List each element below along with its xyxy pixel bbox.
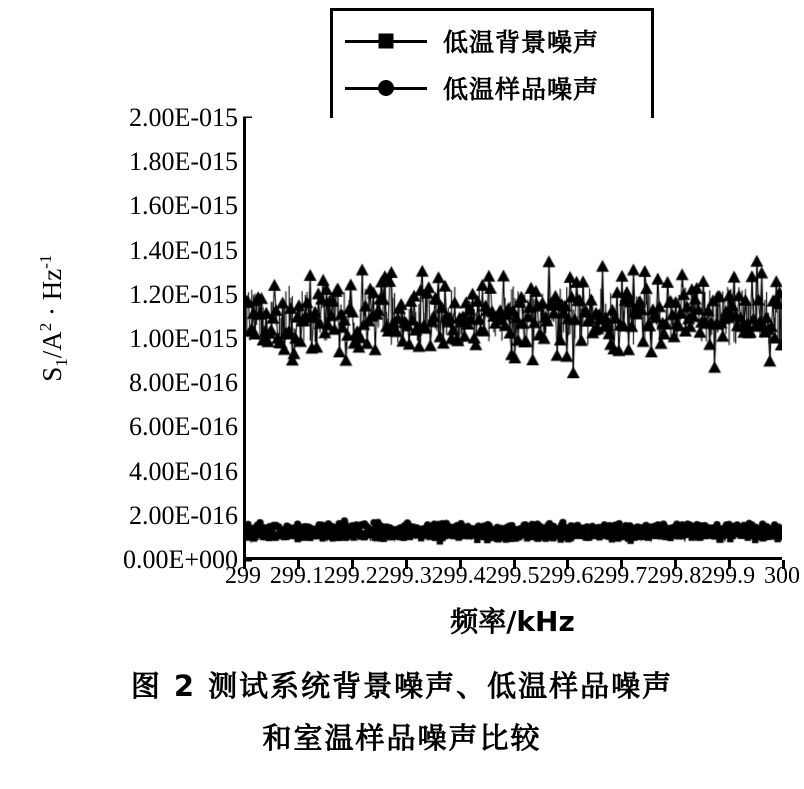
caption-line-1: 图 2 测试系统背景噪声、低温样品噪声	[130, 669, 674, 703]
x-tick-label: 299.2	[323, 563, 378, 589]
x-tick-label: 299.6	[539, 563, 594, 589]
y-axis-title: $S_1/A^2 \cdot Hz^{-1}$	[35, 254, 72, 382]
x-tick-label: 299.1	[269, 563, 324, 589]
x-tick-label: 299.4	[431, 563, 486, 589]
y-tick-label: 2.00E-016	[128, 500, 238, 530]
y-tick-label: 1.20E-015	[128, 279, 238, 309]
legend-marker-circle-icon	[343, 76, 429, 100]
legend-item-0	[343, 17, 641, 64]
y-tick-label: 8.00E-016	[128, 368, 238, 398]
x-tick-label: 299.7	[593, 563, 648, 589]
legend-marker-square-icon	[343, 29, 429, 53]
x-tick-label: 299.5	[485, 563, 540, 589]
x-tick-label: 299	[225, 563, 261, 589]
x-tick-label: 299.8	[647, 563, 702, 589]
y-tick-label: 4.00E-016	[128, 456, 238, 486]
figure-caption	[0, 660, 804, 764]
legend-label-1: 低温样品噪声	[443, 74, 600, 104]
plot-canvas	[246, 118, 782, 557]
x-tick-label: 299.9	[701, 563, 756, 589]
x-tick-label: 300	[764, 563, 800, 589]
y-tick-label: 2.00E-015	[128, 103, 238, 132]
plot-area	[243, 118, 782, 560]
x-axis-title: 频率/kHz	[450, 605, 575, 638]
x-axis-tick-labels	[225, 563, 800, 597]
legend-item-1	[343, 64, 641, 111]
y-tick-label: 1.60E-015	[128, 191, 238, 221]
y-tick-label: 1.80E-015	[128, 147, 238, 177]
caption-line-2: 和室温样品噪声比较	[262, 721, 542, 755]
y-tick-label: 1.40E-015	[128, 235, 238, 265]
y-tick-label: 1.00E-015	[128, 324, 238, 353]
legend-label-0: 低温背景噪声	[443, 27, 600, 57]
y-tick-label: 6.00E-016	[128, 412, 238, 442]
x-tick-label: 299.3	[377, 563, 432, 589]
y-tick-label: 0.00E+000	[122, 545, 238, 574]
